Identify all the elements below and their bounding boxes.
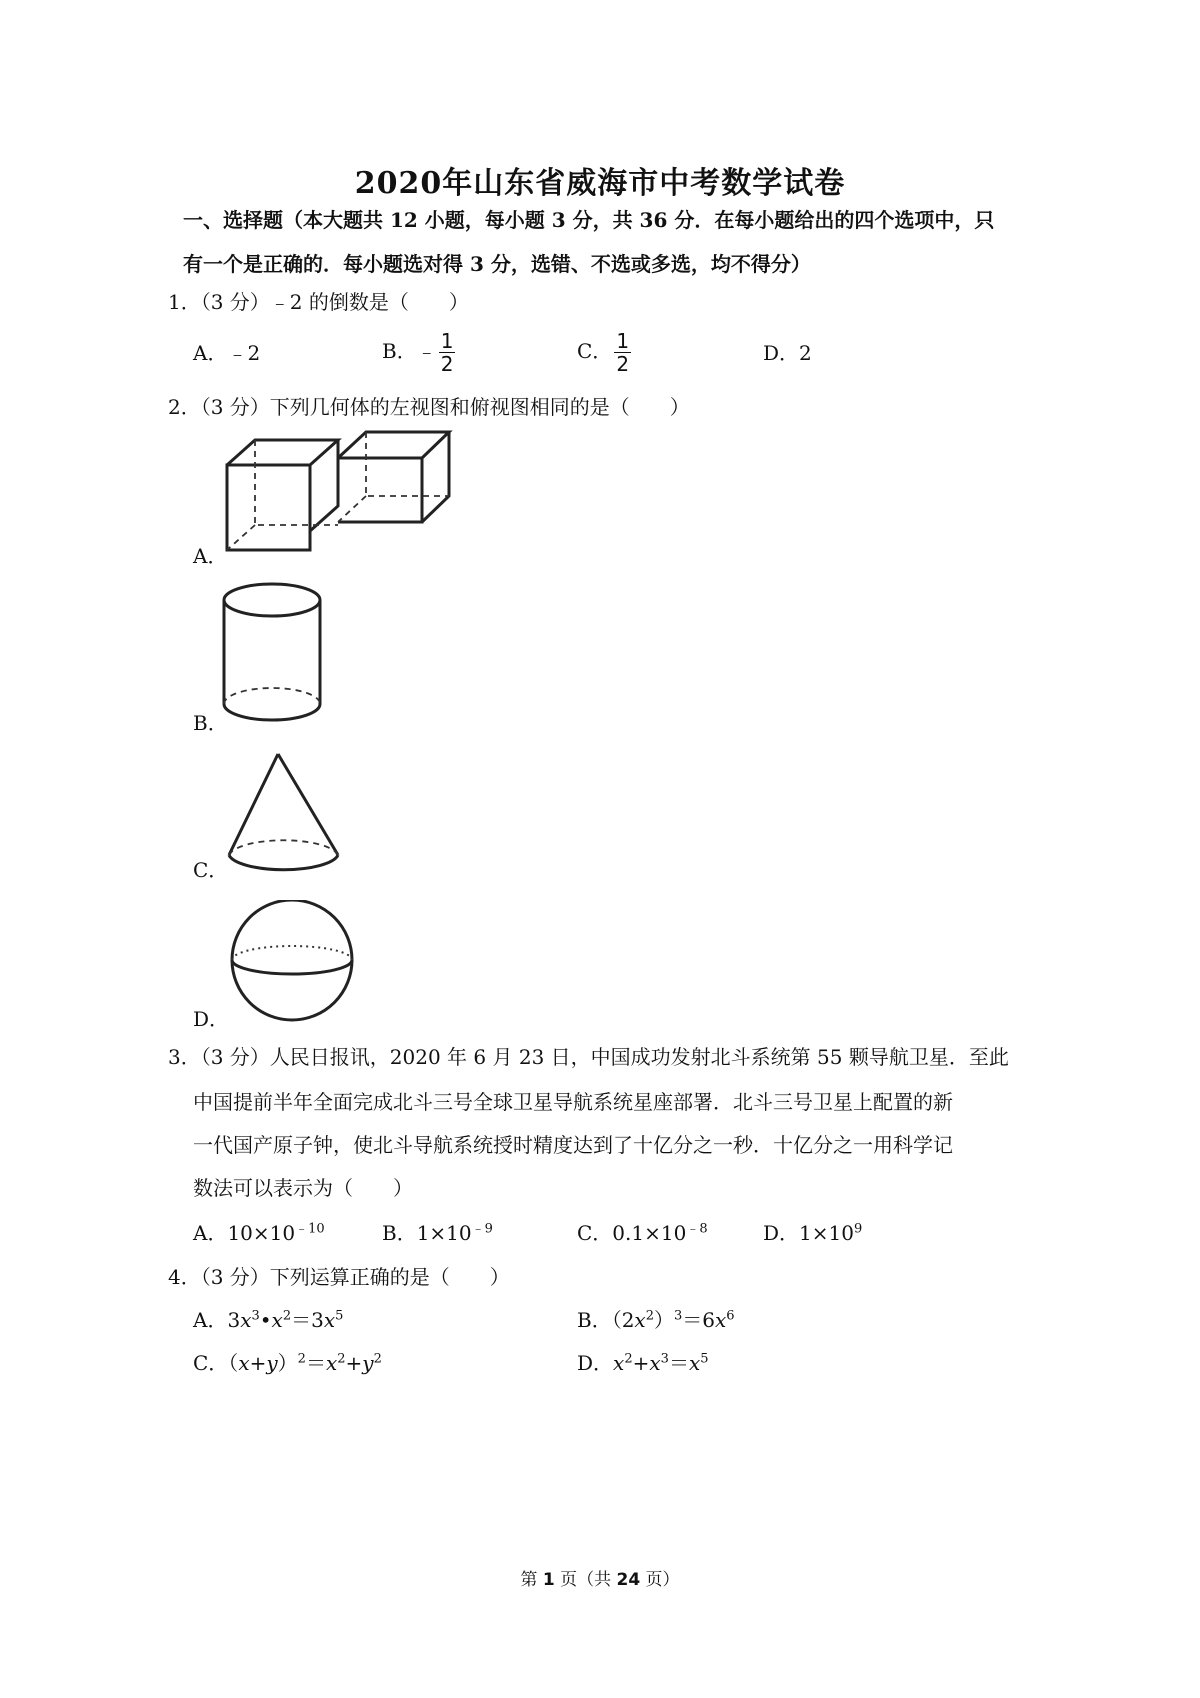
q4-option-d: D．$x^2+x^3=x^5$	[577, 1351, 709, 1375]
two-cubes-figure	[215, 420, 460, 560]
q1-option-b-label: B．﹣	[382, 339, 437, 363]
q3-stem-line4: 数法可以表示为（ ）	[193, 1176, 413, 1200]
q1-option-c	[577, 330, 631, 375]
q3-option-a: A．$10\times 10^{﹣10}$	[193, 1221, 325, 1245]
q4-option-a: A．$3x^3•x^2=3x^5$	[193, 1308, 344, 1332]
q4-option-b: B．$(2x^2)^3=6x^6$	[577, 1308, 735, 1332]
q2-option-a: A．	[193, 544, 228, 568]
q2-option-d: D．	[193, 1007, 230, 1031]
section-heading-line2: 有一个是正确的．每小题选对得 3 分，选错、不选或多选，均不得分）	[183, 252, 811, 276]
q1-stem: 1．（3 分）﹣2 的倒数是（ ）	[168, 290, 469, 314]
page-number: 1	[542, 1570, 555, 1590]
q3-stem-line3: 一代国产原子钟，使北斗导航系统授时精度达到了十亿分之一秒．十亿分之一用科学记	[193, 1133, 953, 1157]
page-total: 24	[616, 1570, 641, 1590]
cone-figure	[215, 748, 350, 878]
q1-option-a: A．﹣2	[193, 341, 261, 365]
page-footer: 第 1 页（共 24 页）	[520, 1570, 680, 1590]
q1-option-c-label: C．	[577, 339, 613, 363]
q1-option-b	[382, 330, 455, 375]
q4-option-c: C．$(x+y)^2=x^2+y^2$	[193, 1351, 382, 1375]
q2-stem: 2．（3 分）下列几何体的左视图和俯视图相同的是（ ）	[168, 395, 690, 419]
page-title: 2020年山东省威海市中考数学试卷	[354, 166, 846, 201]
q3-option-c: C．$0.1\times 10^{﹣8}$	[577, 1221, 708, 1245]
q3-stem-line2: 中国提前半年全面完成北斗三号全球卫星导航系统星座部署．北斗三号卫星上配置的新	[193, 1090, 953, 1114]
q1-option-d: D．2	[763, 341, 812, 365]
q2-option-b: B．	[193, 711, 228, 735]
q2-option-c: C．	[193, 858, 229, 882]
cylinder-figure	[215, 578, 335, 728]
sphere-figure	[222, 900, 362, 1025]
q1-option-c-fraction: $\frac{1}{2}$	[616, 329, 630, 376]
q1-option-b-fraction: $\frac{1}{2}$	[440, 329, 454, 376]
section-heading-line1: 一、选择题（本大题共 12 小题，每小题 3 分，共 36 分．在每小题给出的四个选项中，只	[183, 208, 995, 232]
q3-stem-line1: 3．（3 分）人民日报讯，2020 年 6 月 23 日，中国成功发射北斗系统第 55 颗导航卫星．至此	[168, 1045, 1009, 1069]
q3-option-b: B．$1\times 10^{﹣9}$	[382, 1221, 493, 1245]
q3-option-d: D．$1\times 10^9$	[763, 1221, 863, 1245]
q4-stem: 4．（3 分）下列运算正确的是（ ）	[168, 1265, 510, 1289]
